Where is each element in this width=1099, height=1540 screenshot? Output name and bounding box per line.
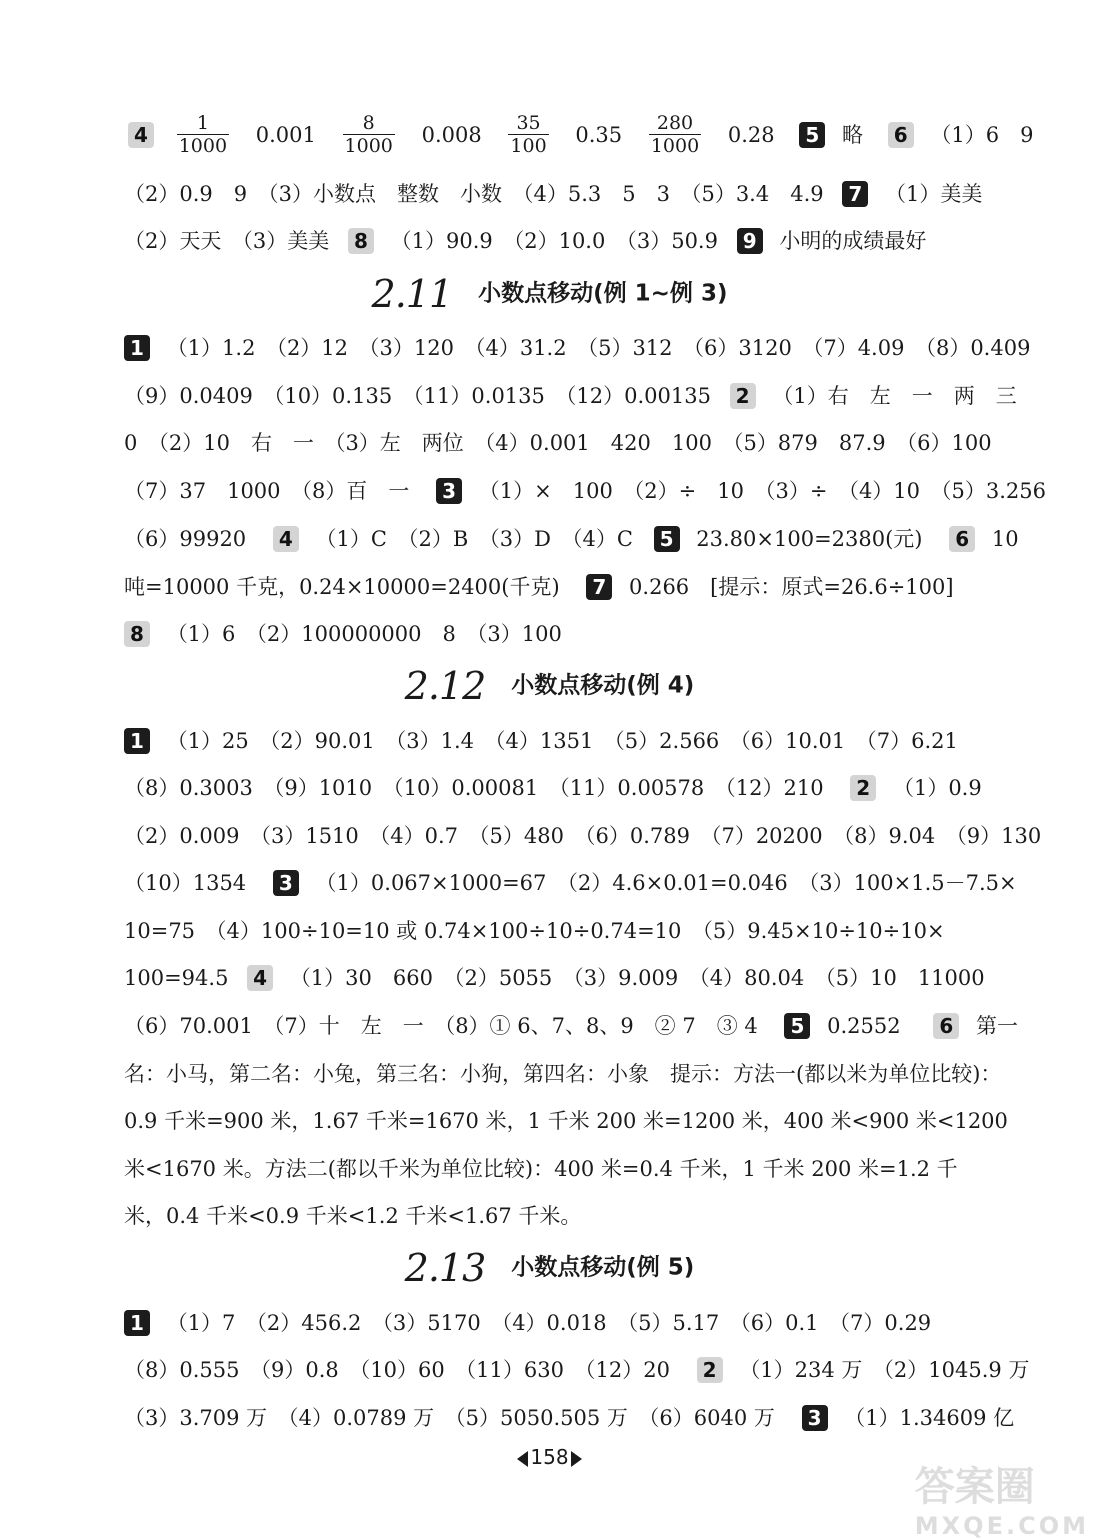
answer-line — [124, 330, 1030, 362]
fraction: $\frac{1}{1000}$ — [178, 112, 228, 157]
answer-text: （1）× 100 （2）÷ 10 （3）÷ （4）10 （5）3.256 — [478, 478, 1046, 503]
question-badge: 7 — [586, 574, 612, 600]
question-badge: 9 — [737, 228, 763, 254]
decimal-value: 0.008 — [421, 122, 482, 147]
answer-line — [124, 770, 982, 802]
answer-line — [124, 723, 958, 755]
answer-text: （1）30 660 （2）5055 （3）9.009 （4）80.04 （5）10 11000 — [289, 965, 985, 990]
answer-line — [124, 473, 1046, 505]
watermark-text: 答案圈 — [914, 1464, 1035, 1510]
question-badge: 1 — [124, 335, 150, 361]
section-number: 2.12 — [404, 663, 486, 708]
section-title: 小数点移动(例 1~例 3) — [478, 280, 728, 307]
answer-line — [124, 425, 992, 457]
answer-text: （1）右 左 一 两 三 — [772, 383, 1017, 408]
section-title: 小数点移动(例 5) — [511, 1254, 695, 1281]
question-badge: 2 — [850, 775, 876, 801]
answer-text: （1）1.34609 亿 — [844, 1405, 1015, 1430]
answer-line — [124, 378, 1017, 410]
answer-line — [124, 1056, 1001, 1088]
answer-text: （10）1354 — [124, 870, 247, 895]
answer-text: （2）0.009 （3）1510 （4）0.7 （5）480 （6）0.789 （7）20200 （8）9.04 （9）130 — [124, 823, 1042, 848]
fraction: $\frac{35}{100}$ — [510, 112, 547, 157]
section-heading — [0, 268, 1099, 318]
left-triangle-icon — [517, 1451, 528, 1467]
question-badge: 4 — [247, 965, 273, 991]
question-badge: 5 — [654, 526, 680, 552]
question-badge: 7 — [842, 181, 868, 207]
question-badge: 8 — [348, 228, 374, 254]
question-badge: 6 — [949, 526, 975, 552]
answer-text: 10 — [991, 526, 1019, 551]
answer-text: （1）234 万 （2）1045.9 万 — [739, 1357, 1030, 1382]
answer-line — [124, 1198, 581, 1230]
answer-text: （6）70.001 （7）十 左 一 （8）① 6、7、8、9 ② 7 ③ 4 — [124, 1013, 758, 1038]
answer-line — [124, 1400, 1014, 1432]
answer-line — [124, 1008, 1018, 1040]
answer-text: （1）C （2）B （3）D （4）C — [315, 526, 633, 551]
answer-text: （8）0.555 （9）0.8 （10）60 （11）630 （12）20 — [124, 1357, 670, 1382]
answer-text: （3）3.709 万 （4）0.0789 万 （5）5050.505 万 （6）6040 万 — [124, 1405, 775, 1430]
section-number: 2.13 — [404, 1245, 486, 1290]
decimal-value: 0.28 — [727, 122, 775, 147]
answer-line — [124, 569, 954, 601]
answer-line — [124, 176, 982, 208]
watermark-url: MXQE.COM — [914, 1512, 1089, 1540]
answer-text: 0.2552 — [827, 1013, 901, 1038]
question-badge: 6 — [888, 122, 914, 148]
answer-text: 100=94.5 — [124, 965, 229, 990]
page-number-text: 158 — [530, 1445, 569, 1469]
question-badge: 8 — [124, 621, 150, 647]
answer-text: （1）6 9 — [930, 122, 1034, 147]
question-badge: 5 — [784, 1013, 810, 1039]
answer-text: 第一 — [976, 1013, 1018, 1038]
decimal-value: 0.35 — [575, 122, 623, 147]
answer-text: （2）天天 （3）美美 — [124, 228, 330, 253]
right-triangle-icon — [571, 1451, 582, 1467]
section-heading — [0, 1242, 1099, 1292]
fraction: $\frac{280}{1000}$ — [650, 112, 700, 157]
fraction: $\frac{8}{1000}$ — [344, 112, 393, 157]
answer-line — [124, 1103, 1008, 1135]
answer-text: 米，0.4 千米<0.9 千米<1.2 千米<1.67 千米。 — [124, 1203, 582, 1228]
answer-line — [124, 960, 985, 992]
question-badge: 1 — [124, 1310, 150, 1336]
answer-text: （1）0.9 — [892, 775, 982, 800]
answer-text: （2）0.9 9 （3）小数点 整数 小数 （4）5.3 5 3 （5）3.4 4.9 — [124, 181, 824, 206]
decimal-value: 0.001 — [255, 122, 316, 147]
answer-text: 0 （2）10 右 一 （3）左 两位 （4）0.001 420 100 （5）879 87.9 （6）100 — [124, 430, 992, 455]
question-badge: 2 — [730, 383, 756, 409]
answer-text: 吨=10000 千克，0.24×10000=2400(千克) — [124, 574, 560, 599]
question-badge: 3 — [273, 870, 299, 896]
answer-text: 0.9 千米=900 米，1.67 千米=1670 米，1 千米 200 米=1200 米，400 米<900 米<1200 — [124, 1108, 1008, 1133]
section-title: 小数点移动(例 4) — [511, 672, 695, 699]
answer-line — [124, 865, 1017, 897]
watermark — [915, 1455, 1089, 1540]
question-badge: 6 — [933, 1013, 959, 1039]
answer-text: （1）6 （2）100000000 8 （3）100 — [166, 621, 562, 646]
answer-text: 名：小马，第二名：小兔，第三名：小狗，第四名：小象 提示：方法一(都以米为单位比较)： — [124, 1061, 1002, 1086]
question-badge: 3 — [436, 478, 462, 504]
question-badge: 4 — [128, 122, 154, 148]
answer-text: （1）7 （2）456.2 （3）5170 （4）0.018 （5）5.17 （6）0.1 （7）0.29 — [166, 1310, 932, 1335]
answer-text: （1）美美 — [885, 181, 983, 206]
answer-line — [124, 112, 1034, 157]
answer-text: （1）90.9 （2）10.0 （3）50.9 — [390, 228, 718, 253]
answer-line — [124, 1305, 931, 1337]
answer-line — [124, 616, 562, 648]
question-badge: 3 — [802, 1405, 828, 1431]
answer-text: 略 — [842, 122, 863, 147]
section-number: 2.11 — [371, 271, 453, 316]
question-badge: 1 — [124, 728, 150, 754]
answer-text: （1）1.2 （2）12 （3）120 （4）31.2 （5）312 （6）3120 （7）4.09 （8）0.409 — [166, 335, 1031, 360]
answer-text: （6）99920 — [124, 526, 247, 551]
answer-text: （9）0.0409 （10）0.135 （11）0.0135 （12）0.00135 — [124, 383, 711, 408]
question-badge: 2 — [697, 1357, 723, 1383]
answer-text: 10=75 （4）100÷10=10 或 0.74×100÷10÷0.74=10 （5）9.45×10÷10÷10× — [124, 918, 945, 943]
answer-line — [124, 1151, 958, 1183]
question-badge: 5 — [799, 122, 825, 148]
answer-text: 0.266 [提示：原式=26.6÷100] — [629, 574, 954, 599]
section-heading — [0, 660, 1099, 710]
answer-line — [124, 1352, 1029, 1384]
question-badge: 4 — [273, 526, 299, 552]
answer-text: 小明的成绩最好 — [779, 228, 927, 253]
answer-text: （1）25 （2）90.01 （3）1.4 （4）1351 （5）2.566 （6）10.01 （7）6.21 — [166, 728, 958, 753]
answer-line — [124, 818, 1041, 850]
answer-text: （8）0.3003 （9）1010 （10）0.00081 （11）0.00578 （12）210 — [124, 775, 824, 800]
answer-line — [124, 521, 1019, 553]
answer-text: 23.80×100=2380(元) — [696, 526, 923, 551]
answer-line — [124, 223, 926, 255]
answer-line — [124, 913, 945, 945]
answer-text: 米<1670 米。方法二(都以千米为单位比较)：400 米=0.4 千米，1 千米 200 米=1.2 千 — [124, 1156, 958, 1181]
answer-text: （1）0.067×1000=67 （2）4.6×0.01=0.046 （3）100×1.5－7.5× — [315, 870, 1017, 895]
answer-text: （7）37 1000 （8）百 一 — [124, 478, 410, 503]
